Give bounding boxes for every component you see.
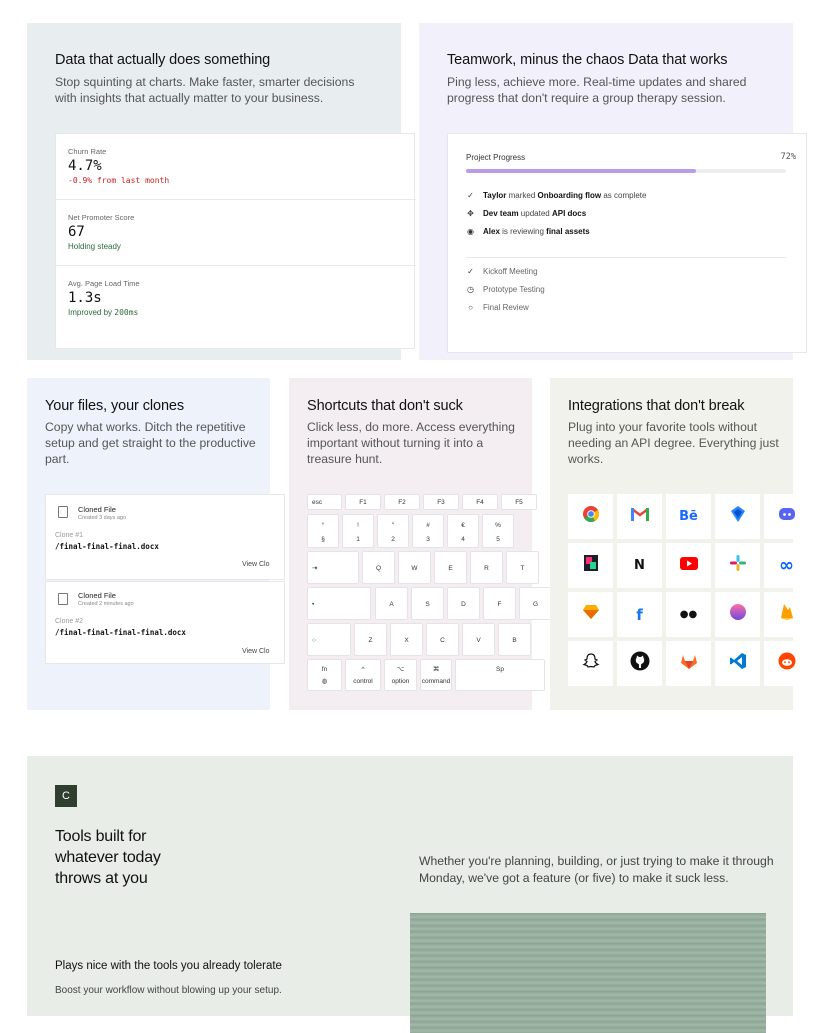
keyboard-key[interactable]: X (390, 623, 423, 656)
metric-nps (56, 200, 416, 266)
file-name: Cloned File (78, 591, 116, 600)
keyboard-key[interactable]: ! 1 (342, 514, 374, 548)
integrations-title: Integrations that don't break (568, 398, 745, 414)
firebase-icon (779, 603, 795, 626)
move-icon: ✥ (467, 209, 474, 218)
file-item[interactable] (45, 581, 285, 664)
notion-icon: N (634, 558, 645, 573)
keyboard-key[interactable]: " 2 (377, 514, 409, 548)
tools-lead: Whether you're planning, building, or just trying to make it through Monday, we've got a feature (or five) to make it suck less. (419, 854, 774, 885)
slack-icon (729, 554, 747, 577)
files-title: Your files, your clones (45, 398, 185, 414)
clone-path: /final-final-final-final.docx (55, 628, 186, 637)
analytics-title: Data that actually does something (55, 52, 271, 68)
keyboard-key[interactable]: D (447, 587, 480, 620)
teamwork-desc: Ping less, achieve more. Real-time updates and shared progress that don't require a group therapy session. (447, 75, 747, 105)
keyboard-key[interactable]: esc (307, 494, 342, 510)
milestone-item: ✓ Kickoff Meeting (467, 267, 538, 276)
integration-tile[interactable] (617, 641, 662, 686)
integrations-grid (568, 494, 798, 694)
integration-tile[interactable] (764, 494, 809, 539)
keyboard-key[interactable]: • (307, 587, 371, 620)
clock-icon: ◷ (467, 285, 474, 294)
keyboard-key[interactable]: F1 (345, 494, 381, 510)
milestone-item: ◷ Prototype Testing (467, 285, 545, 294)
feature-desc: Boost your workflow without blowing up your setup. (55, 985, 282, 996)
github-icon (630, 651, 650, 676)
keyboard-key[interactable]: ° § (307, 514, 339, 548)
shortcuts-desc: Click less, do more. Access everything important without turning it into a treasure hunt. (307, 420, 515, 466)
meta-icon: ∞ (779, 555, 794, 576)
keyboard (307, 494, 537, 694)
metric-value: 1.3s (68, 290, 102, 306)
integration-tile[interactable] (568, 543, 613, 588)
integrations-card (550, 378, 793, 710)
integration-tile[interactable] (764, 592, 809, 637)
keyboard-key[interactable]: # 3 (412, 514, 444, 548)
integration-tile[interactable] (568, 641, 613, 686)
file-name: Cloned File (78, 505, 116, 514)
integration-tile[interactable] (764, 543, 809, 588)
sketch-icon (582, 604, 600, 625)
chrome-icon (582, 505, 600, 528)
metric-improvement (68, 308, 138, 317)
keyboard-key[interactable]: V (462, 623, 495, 656)
keyboard-key[interactable]: F2 (384, 494, 420, 510)
metric-value: 4.7% (68, 158, 102, 174)
behance-icon: Bē (679, 509, 698, 524)
circle-icon: ○ (468, 303, 473, 312)
discord-icon (778, 507, 796, 526)
shortcuts-title: Shortcuts that don't suck (307, 398, 463, 414)
file-icon (58, 506, 68, 518)
keyboard-key[interactable]: Q (362, 551, 395, 584)
check-icon: ✓ (467, 191, 474, 200)
logo-mark: C (55, 785, 77, 807)
keyboard-key[interactable]: Z (354, 623, 387, 656)
feature-title: Plays nice with the tools you already tolerate (55, 960, 282, 972)
keyboard-key[interactable]: F5 (501, 494, 537, 510)
integration-tile[interactable] (617, 543, 662, 588)
keyboard-key[interactable]: Sp (455, 659, 545, 691)
keyboard-key[interactable]: E (434, 551, 467, 584)
integration-tile[interactable] (617, 592, 662, 637)
keyboard-key[interactable]: A (375, 587, 408, 620)
teamwork-card (419, 23, 796, 360)
codepen-icon (729, 505, 747, 528)
progress-fill (466, 169, 696, 173)
metric-sub-prefix: Improved by (68, 308, 115, 317)
metric-value: 67 (68, 224, 85, 240)
keyboard-key[interactable]: R (470, 551, 503, 584)
activity-item: ◉ Alex is reviewing final assets (467, 227, 590, 236)
integration-tile[interactable] (666, 543, 711, 588)
activity-item: ✥ Dev team updated API docs (467, 209, 587, 218)
divider (466, 257, 786, 258)
clone-label: Clone #1 (55, 532, 84, 539)
progress-track (466, 169, 786, 173)
keyboard-key[interactable]: % 5 (482, 514, 514, 548)
progress-label: Project Progress (466, 153, 526, 162)
tools-heading: Tools built for whatever today throws at you (55, 828, 161, 887)
keyboard-key[interactable]: C (426, 623, 459, 656)
medium-icon: ●● (679, 609, 698, 620)
vscode-icon (729, 652, 747, 675)
analytics-card (27, 23, 401, 360)
metric-label: Churn Rate (68, 147, 107, 156)
integration-tile[interactable] (715, 494, 760, 539)
keyboard-key[interactable]: F4 (462, 494, 498, 510)
eye-icon: ◉ (467, 227, 474, 236)
file-item[interactable] (45, 494, 285, 580)
integration-tile[interactable] (666, 641, 711, 686)
keyboard-key[interactable]: ⇥ (307, 551, 359, 584)
file-created: Created 3 days ago (78, 515, 127, 521)
keyboard-key[interactable]: € 4 (447, 514, 479, 548)
metrics-panel (55, 133, 415, 349)
keyboard-key[interactable]: ⌥ option (384, 659, 417, 691)
clone-label: Clone #2 (55, 618, 84, 625)
keyboard-key[interactable]: ^ control (345, 659, 381, 691)
keyboard-key[interactable]: ⌘ command (420, 659, 452, 691)
keyboard-key[interactable]: ○ (307, 623, 351, 656)
youtube-icon (680, 557, 698, 575)
snapchat-icon (582, 652, 600, 675)
metric-sub-value: 200ms (114, 308, 139, 317)
metric-label: Avg. Page Load Time (68, 279, 140, 288)
integration-tile[interactable] (568, 494, 613, 539)
clone-path: /final-final-final.docx (55, 542, 159, 551)
teamwork-title: Teamwork, minus the chaos Data that works (447, 52, 728, 68)
keyboard-key[interactable]: fn ◍ (307, 659, 342, 691)
view-clone-link[interactable]: View Clo (242, 648, 270, 655)
integrations-desc: Plug into your favorite tools without needing an API degree. Everything just works. (568, 420, 779, 466)
metric-page-load (56, 266, 416, 332)
progress-value: 72% (780, 152, 796, 162)
integration-tile[interactable] (715, 641, 760, 686)
integration-tile[interactable] (666, 592, 711, 637)
integration-tile[interactable] (568, 592, 613, 637)
progress-panel (447, 133, 807, 353)
keyboard-key[interactable]: B (498, 623, 531, 656)
metric-churn (56, 134, 416, 200)
integration-tile[interactable] (764, 641, 809, 686)
analytics-desc: Stop squinting at charts. Make faster, smarter decisions with insights that actually matter to your business. (55, 75, 355, 105)
keyboard-key[interactable]: G (519, 587, 552, 620)
file-created: Created 2 minutes ago (78, 601, 134, 607)
integration-tile[interactable] (666, 494, 711, 539)
gmail-icon (631, 507, 649, 526)
tools-section (27, 756, 793, 1016)
facebook-icon: f (636, 605, 643, 624)
metric-status: Holding steady (68, 242, 121, 251)
keyboard-key[interactable]: T (506, 551, 539, 584)
keyboard-key[interactable]: S (411, 587, 444, 620)
keyboard-key[interactable]: W (398, 551, 431, 584)
view-clone-link[interactable]: View Clo (242, 561, 270, 568)
check-icon: ✓ (467, 267, 474, 276)
reddit-icon (778, 652, 796, 675)
jira-icon (583, 554, 599, 577)
integration-tile[interactable] (715, 543, 760, 588)
integration-tile[interactable] (715, 592, 760, 637)
activity-item: ✓ Taylor marked Onboarding flow as complete (467, 191, 647, 200)
dribbble-icon (729, 603, 747, 626)
gitlab-icon (680, 653, 698, 675)
file-icon (58, 593, 68, 605)
files-desc: Copy what works. Ditch the repetitive setup and get straight to the productive part. (45, 420, 256, 466)
milestone-item: ○ Final Review (466, 303, 529, 312)
shortcuts-card (289, 378, 539, 710)
keyboard-key[interactable]: F3 (423, 494, 459, 510)
files-card (27, 378, 270, 710)
integration-tile[interactable] (617, 494, 662, 539)
feature-image (410, 913, 766, 1033)
metric-delta: -0.9% from last month (68, 176, 170, 185)
metric-label: Net Promoter Score (68, 213, 135, 222)
keyboard-key[interactable]: F (483, 587, 516, 620)
